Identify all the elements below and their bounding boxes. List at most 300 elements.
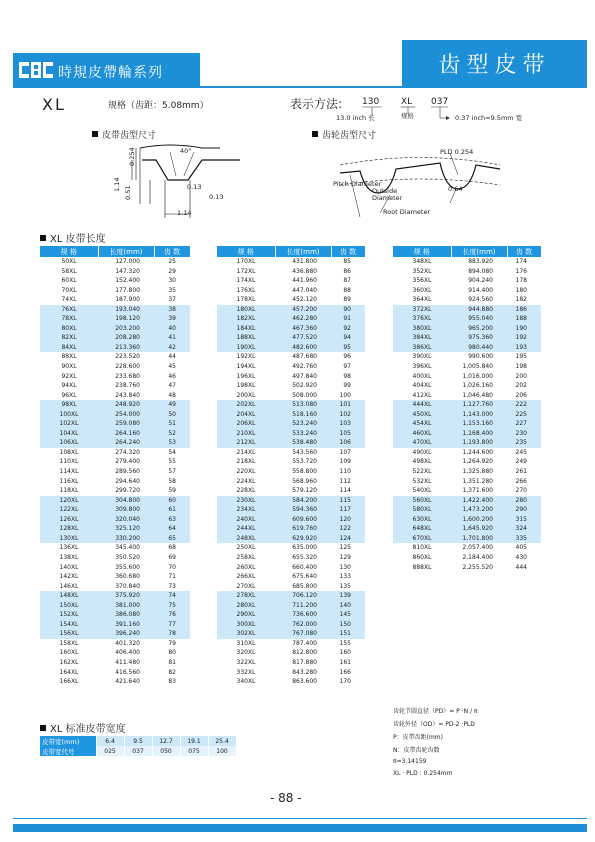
spec-cell: 888XL: [412, 563, 432, 571]
length-cell: 238.760: [115, 382, 140, 390]
width-table: [40, 736, 237, 756]
table-row: [393, 515, 541, 525]
teeth-cell: 92: [331, 324, 365, 334]
teeth-cell: 85: [343, 258, 351, 265]
length-cell: 1,026.160: [462, 382, 493, 390]
spec-cell: 230XL: [217, 496, 275, 506]
spec-cell: 498XL: [412, 458, 432, 466]
table-row: [393, 496, 541, 506]
spec-cell: 174XL: [236, 277, 256, 285]
table-row: [40, 314, 190, 324]
length-cell: 264.160: [98, 429, 154, 439]
spec-cell: 180XL: [217, 305, 275, 315]
length-cell: 452.120: [292, 296, 317, 304]
length-cell: 660.400: [292, 563, 317, 571]
teeth-cell: 249: [515, 458, 527, 466]
length-cell: 289.560: [115, 468, 140, 476]
length-cell: 223.520: [115, 353, 140, 361]
spec-cell: 126XL: [40, 515, 98, 525]
teeth-cell: 59: [168, 487, 176, 495]
spec-cell: 278XL: [217, 591, 275, 601]
table-row: [40, 257, 190, 267]
teeth-cell: 227: [507, 419, 541, 429]
teeth-cell: 80: [168, 649, 176, 657]
length-cell: 655.320: [292, 553, 317, 561]
table-row: [217, 543, 365, 553]
pld-label: PLD 0.254: [440, 148, 474, 156]
table-row: [217, 391, 365, 401]
spec-cell: 290XL: [217, 610, 275, 620]
length-cell: 243.840: [115, 391, 140, 399]
teeth-cell: 76: [154, 610, 190, 620]
length-cell: 299.720: [115, 487, 140, 495]
length-cell: 619.760: [275, 524, 331, 534]
table-row: [40, 410, 190, 420]
belt-type: XL: [42, 95, 66, 114]
teeth-cell: 176: [515, 267, 527, 275]
spec-cell: 560XL: [393, 496, 451, 506]
spec-cell: 140XL: [59, 563, 79, 571]
spec-cell: 444XL: [393, 400, 451, 410]
teeth-cell: 87: [343, 277, 351, 285]
spec-cell: 490XL: [412, 448, 432, 456]
teeth-cell: 83: [168, 678, 176, 686]
wheel-tooth-heading: 齿轮齿型尺寸: [312, 128, 376, 141]
teeth-cell: 64: [154, 524, 190, 534]
teeth-cell: 78: [154, 629, 190, 639]
length-cell: 558.800: [292, 468, 317, 476]
teeth-cell: 170: [339, 678, 351, 686]
teeth-cell: 182: [515, 296, 527, 304]
width-value: 19.1: [180, 736, 208, 746]
spec-cell: 92XL: [61, 372, 77, 380]
length-cell: 457.200: [275, 305, 331, 315]
table-row: [40, 362, 190, 372]
table-row: [217, 534, 365, 544]
col-length: 长度(mm): [275, 246, 331, 257]
spec-cell: 258XL: [236, 553, 256, 561]
length-cell: 274.320: [115, 448, 140, 456]
table-row: [217, 419, 365, 429]
table-row: [393, 267, 541, 277]
length-cell: 584.200: [275, 496, 331, 506]
spec-cell: 198XL: [236, 382, 256, 390]
table-row: [217, 343, 365, 353]
width-note: 0.37 inch=9.5mm 宽: [455, 114, 523, 122]
table-row: [393, 295, 541, 305]
method-label: 表示方法:: [290, 97, 343, 111]
spec-cell: 260XL: [236, 563, 256, 571]
length-cell: 492.760: [292, 363, 317, 371]
table-row: [40, 543, 190, 553]
width-table-heading: XL 标准皮带宽度: [40, 720, 126, 735]
table-row: [40, 648, 190, 658]
length-cell: 817.880: [292, 658, 317, 666]
length-cell: 538.480: [275, 438, 331, 448]
col-length: 长度(mm): [98, 246, 154, 257]
table-row: [393, 438, 541, 448]
table-row: [217, 410, 365, 420]
teeth-cell: 70: [168, 563, 176, 571]
teeth-cell: 115: [331, 496, 365, 506]
spec-cell: 184XL: [217, 324, 275, 334]
teeth-cell: 53: [154, 438, 190, 448]
table-row: [217, 515, 365, 525]
table-row: [217, 372, 365, 382]
length-cell: 152.400: [115, 277, 140, 285]
length-cell: 863.600: [292, 678, 317, 686]
table-row: [217, 496, 365, 506]
teeth-cell: 60: [154, 496, 190, 506]
table-row: [40, 524, 190, 534]
brand-logo-icon: [19, 60, 53, 80]
teeth-cell: 103: [331, 419, 365, 429]
teeth-cell: 61: [154, 505, 190, 515]
spec-cell: 74XL: [61, 296, 77, 304]
teeth-cell: 97: [343, 363, 351, 371]
teeth-cell: 145: [331, 610, 365, 620]
length-cell: 375.920: [98, 591, 154, 601]
spec-cell: 648XL: [393, 524, 451, 534]
table-row: [217, 601, 365, 611]
teeth-cell: 107: [339, 448, 351, 456]
spec-cell: 332XL: [236, 668, 256, 676]
spec-cell: 202XL: [217, 400, 275, 410]
table-row: [393, 333, 541, 343]
length-cell: 843.280: [292, 668, 317, 676]
spec-cell: 206XL: [217, 419, 275, 429]
table-row: [40, 381, 190, 391]
table-row: [217, 286, 365, 296]
table-row: [40, 457, 190, 467]
spec-cell: 114XL: [59, 468, 79, 476]
spec-cell: 148XL: [40, 591, 98, 601]
table-row: [393, 305, 541, 315]
teeth-cell: 55: [168, 458, 176, 466]
spec-cell: 532XL: [412, 477, 432, 485]
teeth-cell: 110: [339, 468, 351, 476]
length-cell: 736.600: [275, 610, 331, 620]
table-row: [217, 582, 365, 592]
table-row: [40, 534, 190, 544]
table-row: [393, 362, 541, 372]
teeth-cell: 57: [168, 468, 176, 476]
spec-cell: 212XL: [217, 438, 275, 448]
spec-cell: 152XL: [40, 610, 98, 620]
table-row: [40, 352, 190, 362]
length-cell: 431.800: [292, 258, 317, 265]
table-row: [40, 677, 190, 687]
teeth-cell: 166: [339, 668, 351, 676]
length-cell: 1,600.200: [451, 515, 507, 525]
col-teeth: 齿 数: [507, 246, 541, 257]
table-row: [393, 372, 541, 382]
spec-cell: 182XL: [217, 314, 275, 324]
teeth-cell: 188: [507, 314, 541, 324]
length-cell: 1,005.840: [462, 363, 493, 371]
table-row: [393, 467, 541, 477]
table-row: [40, 563, 190, 573]
spec-cell: 178XL: [236, 296, 256, 304]
spec-cell: 136XL: [59, 544, 79, 552]
spec-cell: 234XL: [217, 505, 275, 515]
width-row-label: 皮带宽(mm): [40, 736, 96, 746]
teeth-cell: 125: [339, 544, 351, 552]
spec-cell: 214XL: [236, 448, 256, 456]
teeth-cell: 120: [331, 515, 365, 525]
length-cell: 1,046.480: [462, 391, 493, 399]
spec-cell: 158XL: [59, 639, 79, 647]
length-cell: 477.520: [275, 333, 331, 343]
spec-cell: 80XL: [40, 324, 98, 334]
table-row: [217, 276, 365, 286]
table-row: [40, 276, 190, 286]
teeth-cell: 102: [331, 410, 365, 420]
table-row: [217, 563, 365, 573]
length-cell: 762.000: [275, 620, 331, 630]
length-cell: 812.800: [292, 649, 317, 657]
table-row: [40, 486, 190, 496]
table-row: [393, 391, 541, 401]
length-table-heading: XL 皮带长度: [40, 230, 106, 245]
spec-cell: 120XL: [40, 496, 98, 506]
length-table-3: [393, 246, 542, 572]
length-cell: 513.080: [275, 400, 331, 410]
teeth-cell: 186: [507, 305, 541, 315]
spec-cell: 670XL: [393, 534, 451, 544]
table-row: [217, 295, 365, 305]
code-type: XL: [401, 97, 413, 107]
length-cell: 127.000: [115, 258, 140, 265]
spec-cell: 106XL: [40, 438, 98, 448]
spec-cell: 110XL: [59, 458, 79, 466]
spec-cell: 240XL: [217, 515, 275, 525]
root-diameter-label: Root Diameter: [383, 208, 431, 216]
table-row: [40, 429, 190, 439]
length-cell: 447.040: [292, 286, 317, 294]
length-cell: 441.960: [292, 277, 317, 285]
teeth-cell: 140: [331, 601, 365, 611]
spec-cell: 196XL: [236, 372, 256, 380]
category-title: 齿型皮带: [438, 53, 551, 78]
spec-cell: 58XL: [61, 267, 77, 275]
teeth-cell: 98: [343, 372, 351, 380]
spec-cell: 356XL: [412, 277, 432, 285]
length-cell: 635.000: [292, 544, 317, 552]
length-cell: 883.920: [468, 258, 493, 265]
col-teeth: 齿 数: [331, 246, 365, 257]
teeth-cell: 430: [515, 553, 527, 561]
teeth-cell: 95: [331, 343, 365, 353]
table-row: [40, 286, 190, 296]
table-row: [217, 400, 365, 410]
table-row: [393, 257, 541, 267]
spec-cell: 348XL: [412, 258, 432, 265]
length-cell: 345.400: [115, 544, 140, 552]
length-cell: 1,244.600: [462, 448, 493, 456]
table-row: [40, 496, 190, 506]
teeth-cell: 150: [331, 620, 365, 630]
teeth-cell: 324: [507, 524, 541, 534]
length-cell: 203.200: [98, 324, 154, 334]
length-cell: 254.000: [98, 410, 154, 420]
spec-cell: 460XL: [393, 429, 451, 439]
spec-cell: 192XL: [236, 353, 256, 361]
belt-dim-0254: 0.254: [128, 147, 136, 166]
table-row: [393, 314, 541, 324]
spec-cell: 108XL: [59, 448, 79, 456]
spec-cell: 104XL: [40, 429, 98, 439]
table-row: [217, 257, 365, 267]
length-cell: 482.600: [275, 343, 331, 353]
teeth-cell: 105: [331, 429, 365, 439]
spec-cell: 100XL: [40, 410, 98, 420]
table-row: [40, 620, 190, 630]
teeth-cell: 135: [339, 582, 351, 590]
teeth-cell: 230: [507, 429, 541, 439]
formula-od: 齿轮外径（OD）= PD-2 ·PLD: [393, 721, 475, 728]
width-value: 25.4: [208, 736, 236, 746]
spec-cell: 84XL: [40, 343, 98, 353]
footer-bar: [13, 824, 587, 832]
teeth-cell: 74: [154, 591, 190, 601]
length-cell: 711.200: [275, 601, 331, 611]
teeth-cell: 46: [168, 372, 176, 380]
spec-cell: 160XL: [59, 649, 79, 657]
spec-cell: 470XL: [393, 438, 451, 448]
length-cell: 675.640: [292, 573, 317, 581]
teeth-cell: 47: [168, 382, 176, 390]
table-row: [393, 324, 541, 334]
table-row: [40, 658, 190, 668]
teeth-cell: 133: [339, 573, 351, 581]
spec-cell: 190XL: [217, 343, 275, 353]
teeth-cell: 266: [515, 477, 527, 485]
length-cell: 416.560: [115, 668, 140, 676]
teeth-cell: 30: [168, 277, 176, 285]
length-cell: 330.200: [98, 534, 154, 544]
teeth-cell: 81: [168, 658, 176, 666]
table-row: [217, 524, 365, 534]
teeth-cell: 198: [515, 363, 527, 371]
length-cell: 2,255.520: [462, 563, 493, 571]
width-value: 9.5: [124, 736, 152, 746]
teeth-cell: 86: [343, 267, 351, 275]
page-number: - 88 -: [270, 791, 302, 805]
table-row: [40, 582, 190, 592]
length-cell: 497.840: [292, 372, 317, 380]
length-cell: 1,371.600: [462, 487, 493, 495]
width-code: 037: [124, 746, 152, 756]
teeth-cell: 35: [168, 286, 176, 294]
teeth-cell: 160: [339, 649, 351, 657]
length-cell: 198.120: [98, 314, 154, 324]
spec-cell: 78XL: [40, 314, 98, 324]
length-cell: 609.600: [275, 515, 331, 525]
length-cell: 533.240: [275, 429, 331, 439]
table-row: [217, 352, 365, 362]
teeth-cell: 41: [154, 333, 190, 343]
spec-cell: 82XL: [40, 333, 98, 343]
spec-cell: 176XL: [236, 286, 256, 294]
width-code: 075: [180, 746, 208, 756]
spec-cell: 266XL: [236, 573, 256, 581]
spec-note: 规格: [401, 112, 414, 120]
teeth-cell: 29: [168, 267, 176, 275]
teeth-cell: 405: [515, 544, 527, 552]
length-cell: 2,184.400: [462, 553, 493, 561]
length-cell: 1,264.920: [462, 458, 493, 466]
length-cell: 568.960: [292, 477, 317, 485]
spec-cell: 172XL: [236, 267, 256, 275]
length-cell: 1,351.280: [462, 477, 493, 485]
teeth-cell: 245: [515, 448, 527, 456]
teeth-cell: 225: [507, 410, 541, 420]
length-cell: 955.040: [451, 314, 507, 324]
length-cell: 904.240: [468, 277, 493, 285]
length-cell: 1,016.000: [462, 372, 493, 380]
table-row: [393, 543, 541, 553]
table-row: [393, 553, 541, 563]
length-cell: 767.080: [275, 629, 331, 639]
spec-cell: 248XL: [217, 534, 275, 544]
table-row: [393, 286, 541, 296]
spec-cell: 540XL: [412, 487, 432, 495]
spec-cell: 138XL: [59, 553, 79, 561]
spec-cell: 386XL: [393, 343, 451, 353]
teeth-cell: 45: [168, 363, 176, 371]
table-row: [217, 486, 365, 496]
belt-dim-114-vertical: 1.14: [113, 177, 121, 192]
teeth-cell: 178: [515, 277, 527, 285]
length-cell: 502.920: [292, 382, 317, 390]
length-table-2: [217, 246, 366, 687]
teeth-cell: 124: [331, 534, 365, 544]
teeth-cell: 88: [343, 286, 351, 294]
table-row: [393, 524, 541, 534]
teeth-cell: 195: [515, 353, 527, 361]
table-row: [217, 305, 365, 315]
table-row: [40, 610, 190, 620]
table-row: [217, 553, 365, 563]
table-row: [217, 658, 365, 668]
length-cell: 177.800: [115, 286, 140, 294]
length-cell: 248.920: [98, 400, 154, 410]
spec-label: 规格（齿距：5.08mm）: [108, 101, 209, 111]
length-cell: 259.080: [98, 419, 154, 429]
table-row: [393, 381, 541, 391]
length-cell: 990.600: [468, 353, 493, 361]
teeth-cell: 193: [507, 343, 541, 353]
teeth-cell: 42: [154, 343, 190, 353]
spec-cell: 384XL: [393, 333, 451, 343]
spec-cell: 94XL: [61, 382, 77, 390]
length-note: 13.0 inch 长: [336, 114, 375, 122]
length-cell: 518.160: [275, 410, 331, 420]
spec-cell: 810XL: [412, 544, 432, 552]
spec-cell: 404XL: [412, 382, 432, 390]
length-cell: 228.600: [115, 363, 140, 371]
spec-cell: 188XL: [217, 333, 275, 343]
length-cell: 2,057.400: [462, 544, 493, 552]
spec-cell: 340XL: [236, 678, 256, 686]
length-cell: 381.000: [98, 601, 154, 611]
teeth-cell: 37: [168, 296, 176, 304]
outside-diameter-label: Outside Diameter: [372, 187, 403, 202]
table-row: [40, 400, 190, 410]
length-cell: 325.120: [98, 524, 154, 534]
table-row: [40, 372, 190, 382]
